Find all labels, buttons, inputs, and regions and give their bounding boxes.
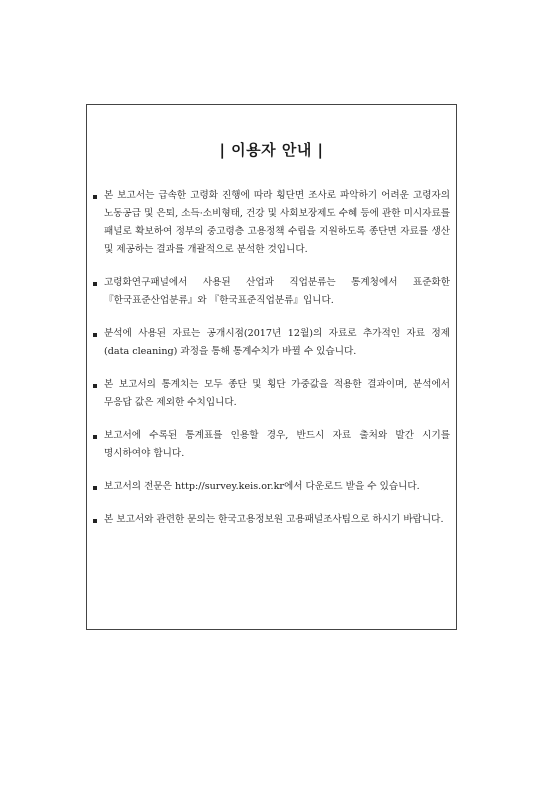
notice-list: [93, 187, 450, 544]
notice-item-text: 본 보고서의 통계치는 모두 종단 및 횡단 가중값을 적용한 결과이며, 분석에서 무응답 값은 제외한 수치입니다.: [104, 379, 450, 408]
notice-item-text: 본 보고서는 급속한 고령화 진행에 따라 횡단면 조사로 파악하기 어려운 고령자의 노동공급 및 은퇴, 소득·소비형태, 건강 및 사회보장제도 수혜 등에 관한 미시자료를 패널로 확보하여 정부의 중고령층 고용정책 수립을 지원하도록 종단면 자료를 생산 및 제공하는 결과를 개괄적으로 분석한 것입니다.: [104, 190, 450, 255]
notice-item: [93, 187, 450, 259]
square-bullet-icon: [93, 282, 97, 286]
square-bullet-icon: [93, 333, 97, 337]
notice-item: [93, 325, 450, 361]
notice-item: [93, 376, 450, 412]
square-bullet-icon: [93, 195, 97, 199]
notice-item-text: 고령화연구패널에서 사용된 산업과 직업분류는 통계청에서 표준화한 『한국표준산업분류』와 『한국표준직업분류』입니다.: [104, 277, 450, 306]
notice-item-text: 분석에 사용된 자료는 공개시점(2017년 12월)의 자료로 추가적인 자료 정제 (data cleaning) 과정을 통해 통계수치가 바뀔 수 있습니다.: [104, 328, 450, 357]
notice-item: [93, 478, 450, 496]
square-bullet-icon: [93, 519, 97, 523]
user-notice-box: [86, 104, 457, 630]
square-bullet-icon: [93, 384, 97, 388]
square-bullet-icon: [93, 435, 97, 439]
notice-item: [93, 427, 450, 463]
notice-item-text: 본 보고서와 관련한 문의는 한국고용정보원 고용패널조사팀으로 하시기 바랍니다.: [104, 514, 444, 525]
notice-item-text: 보고서의 전문은 http://survey.keis.or.kr에서 다운로드 받을 수 있습니다.: [104, 481, 420, 492]
notice-item-text: 보고서에 수록된 통계표를 인용할 경우, 반드시 자료 출처와 발간 시기를 명시하여야 합니다.: [104, 430, 450, 459]
notice-item: [93, 274, 450, 310]
notice-item: [93, 511, 450, 529]
notice-title: | 이용자 안내 |: [219, 141, 324, 159]
square-bullet-icon: [93, 486, 97, 490]
